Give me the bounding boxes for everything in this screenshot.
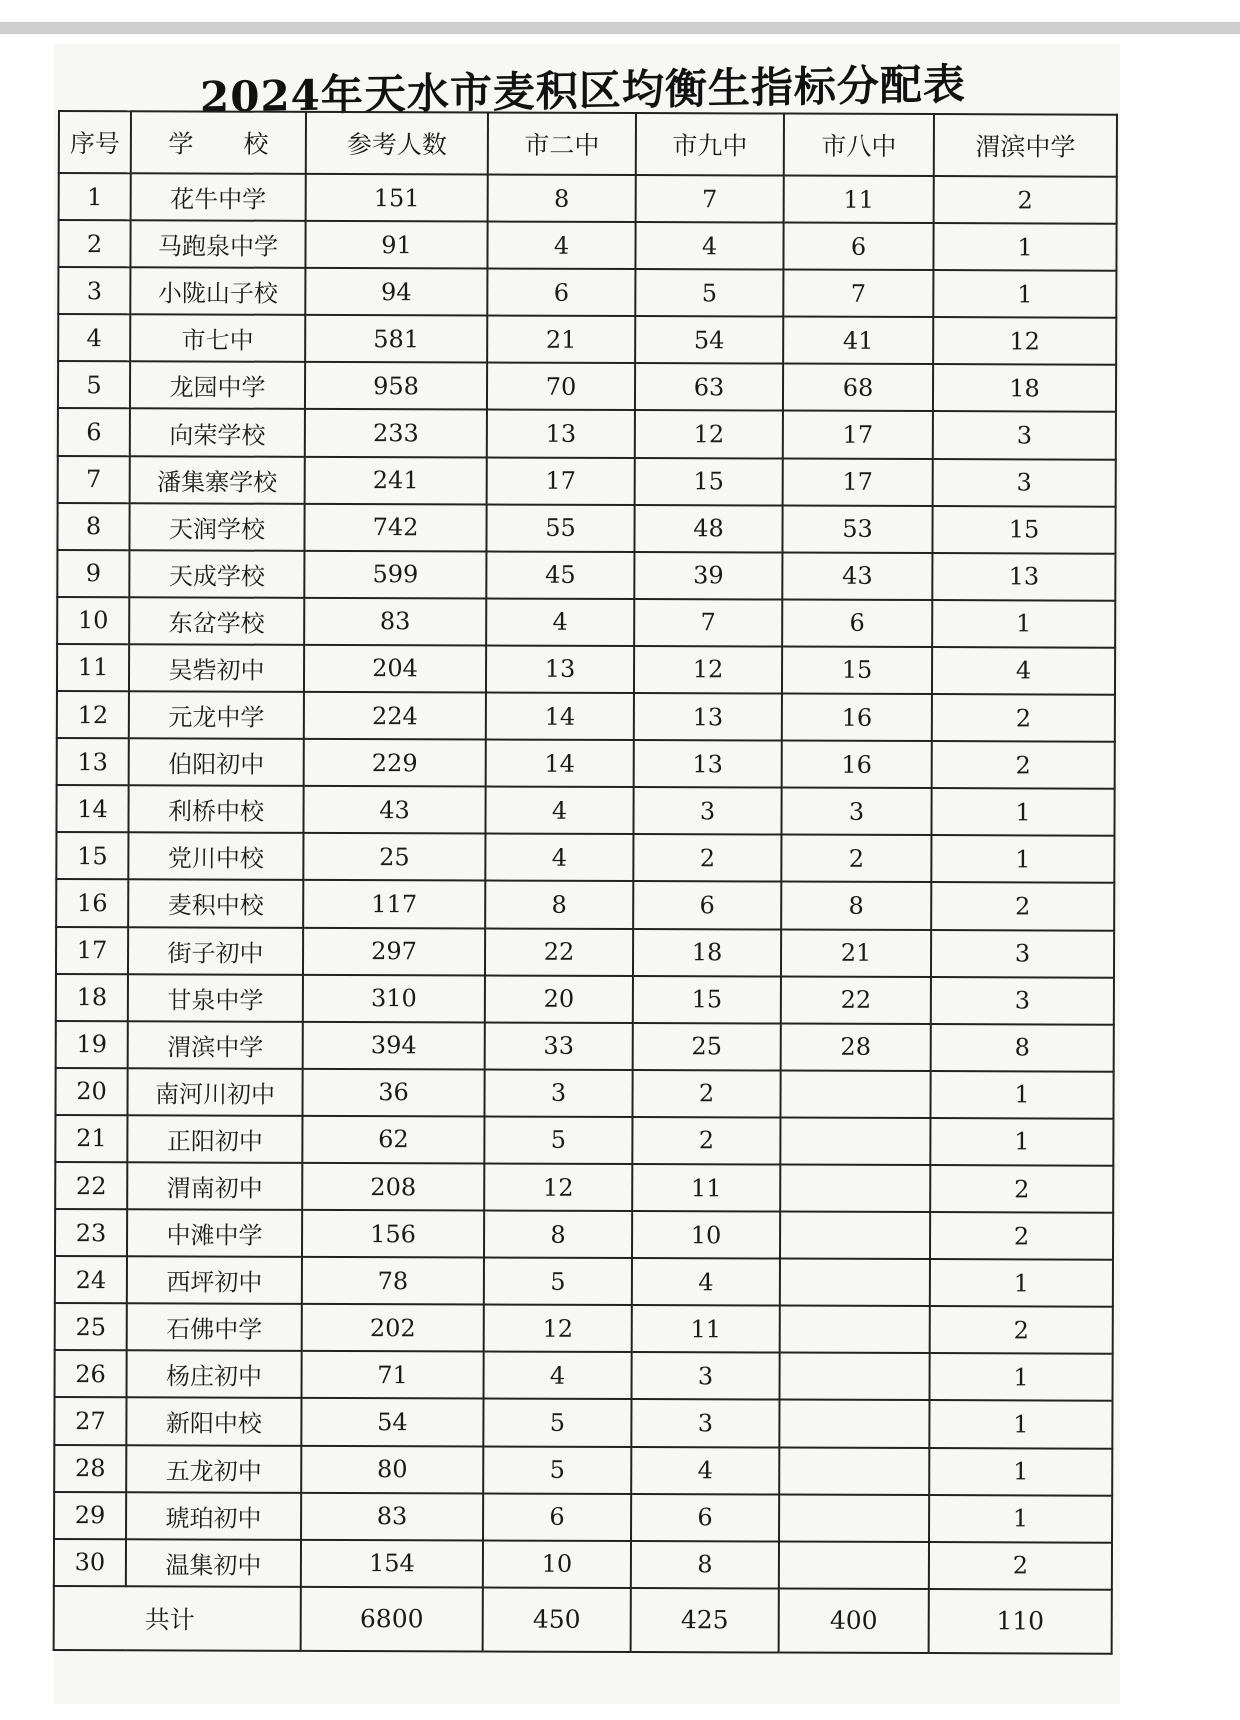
cell-count: 83 bbox=[301, 1492, 483, 1540]
cell-school: 杨庄初中 bbox=[127, 1351, 302, 1399]
cell-shi-ba-zhong: 43 bbox=[782, 552, 932, 600]
cell-shi-er-zhong: 8 bbox=[485, 881, 633, 929]
table-row bbox=[56, 832, 1114, 883]
cell-shi-er-zhong: 20 bbox=[485, 975, 633, 1023]
cell-shi-ba-zhong bbox=[780, 1353, 930, 1401]
cell-shi-er-zhong: 3 bbox=[484, 1069, 632, 1117]
cell-shi-jiu-zhong: 25 bbox=[633, 1023, 781, 1071]
table-body bbox=[54, 173, 1117, 1589]
cell-shi-ba-zhong: 41 bbox=[783, 317, 933, 365]
document-title: 2024年天水市麦积区均衡生指标分配表 bbox=[200, 59, 966, 122]
cell-shi-jiu-zhong: 6 bbox=[631, 1494, 779, 1542]
cell-no: 7 bbox=[58, 456, 130, 503]
cell-school: 潘集寨学校 bbox=[130, 456, 305, 504]
cell-no: 4 bbox=[58, 314, 130, 361]
cell-shi-ba-zhong: 28 bbox=[781, 1023, 931, 1071]
cell-shi-er-zhong: 5 bbox=[484, 1258, 632, 1306]
cell-shi-er-zhong: 14 bbox=[486, 740, 634, 788]
cell-count: 208 bbox=[302, 1163, 484, 1211]
cell-weibin-zhongxue: 2 bbox=[932, 741, 1115, 789]
table-row bbox=[56, 879, 1114, 930]
table-row bbox=[55, 1209, 1113, 1260]
table-row bbox=[55, 1256, 1113, 1307]
cell-shi-er-zhong: 5 bbox=[483, 1446, 631, 1494]
cell-weibin-zhongxue: 2 bbox=[930, 1165, 1113, 1213]
cell-shi-ba-zhong: 21 bbox=[781, 929, 931, 977]
table-row bbox=[54, 1445, 1112, 1496]
cell-count: 36 bbox=[302, 1069, 484, 1117]
table-row bbox=[58, 220, 1116, 271]
cell-no: 25 bbox=[55, 1303, 127, 1350]
cell-count: 62 bbox=[302, 1116, 484, 1164]
table-row bbox=[56, 974, 1114, 1025]
cell-count: 229 bbox=[304, 739, 486, 787]
table-row bbox=[58, 267, 1116, 318]
table-row bbox=[57, 738, 1115, 789]
cell-shi-jiu-zhong: 13 bbox=[634, 740, 782, 788]
cell-count: 80 bbox=[301, 1445, 483, 1493]
cell-shi-jiu-zhong: 54 bbox=[635, 316, 783, 364]
cell-school: 新阳中校 bbox=[126, 1398, 301, 1446]
cell-no: 6 bbox=[58, 408, 130, 455]
cell-shi-ba-zhong: 6 bbox=[782, 599, 932, 647]
cell-shi-ba-zhong bbox=[779, 1541, 929, 1589]
cell-school: 渭滨中学 bbox=[128, 1021, 303, 1069]
cell-shi-er-zhong: 70 bbox=[487, 363, 635, 411]
table-row bbox=[55, 1303, 1113, 1354]
cell-shi-ba-zhong: 8 bbox=[781, 882, 931, 930]
cell-school: 琥珀初中 bbox=[126, 1492, 301, 1540]
cell-school: 渭南初中 bbox=[127, 1162, 302, 1210]
cell-shi-ba-zhong: 2 bbox=[781, 835, 931, 883]
cell-no: 18 bbox=[56, 974, 128, 1021]
cell-weibin-zhongxue: 1 bbox=[931, 788, 1114, 836]
cell-school: 中滩中学 bbox=[127, 1209, 302, 1257]
cell-no: 30 bbox=[54, 1539, 126, 1586]
cell-weibin-zhongxue: 1 bbox=[933, 270, 1116, 318]
cell-shi-ba-zhong: 22 bbox=[781, 976, 931, 1024]
cell-school: 东岔学校 bbox=[129, 597, 304, 645]
cell-shi-jiu-zhong: 6 bbox=[633, 881, 781, 929]
cell-shi-er-zhong: 4 bbox=[486, 598, 634, 646]
cell-school: 龙园中学 bbox=[130, 362, 305, 410]
header-cell-shi-jiu-zhong: 市九中 bbox=[636, 113, 784, 176]
cell-shi-ba-zhong bbox=[780, 1306, 930, 1354]
cell-count: 117 bbox=[303, 880, 485, 928]
total-label: 共计 bbox=[144, 1605, 195, 1635]
cell-no: 14 bbox=[56, 785, 128, 832]
cell-count: 71 bbox=[302, 1351, 484, 1399]
cell-shi-jiu-zhong: 8 bbox=[631, 1541, 779, 1589]
cell-shi-ba-zhong bbox=[780, 1070, 930, 1118]
cell-count: 297 bbox=[303, 927, 485, 975]
table-row bbox=[57, 597, 1115, 648]
cell-school: 正阳初中 bbox=[127, 1115, 302, 1163]
cell-no: 13 bbox=[57, 738, 129, 785]
cell-weibin-zhongxue: 3 bbox=[931, 977, 1114, 1025]
cell-count: 394 bbox=[303, 1022, 485, 1070]
cell-shi-ba-zhong bbox=[779, 1447, 929, 1495]
header-row bbox=[59, 111, 1117, 177]
cell-shi-er-zhong: 5 bbox=[484, 1116, 632, 1164]
cell-school: 温集初中 bbox=[126, 1539, 301, 1587]
cell-weibin-zhongxue: 2 bbox=[931, 882, 1114, 930]
header-cell-no: 序号 bbox=[59, 111, 131, 173]
cell-shi-jiu-zhong: 13 bbox=[634, 693, 782, 741]
cell-weibin-zhongxue: 12 bbox=[933, 317, 1116, 365]
cell-shi-ba-zhong: 17 bbox=[783, 458, 933, 506]
cell-count: 202 bbox=[302, 1304, 484, 1352]
cell-no: 8 bbox=[57, 503, 129, 550]
header-cell-count: 参考人数 bbox=[306, 112, 488, 175]
cell-weibin-zhongxue: 1 bbox=[929, 1448, 1112, 1496]
cell-count: 43 bbox=[303, 786, 485, 834]
table-row bbox=[56, 1021, 1114, 1072]
cell-shi-ba-zhong bbox=[780, 1117, 930, 1165]
cell-weibin-zhongxue: 1 bbox=[933, 223, 1116, 271]
cell-shi-ba-zhong: 16 bbox=[782, 694, 932, 742]
table-row bbox=[57, 691, 1115, 742]
table-row bbox=[59, 173, 1117, 224]
table-row bbox=[57, 550, 1115, 601]
cell-shi-ba-zhong: 68 bbox=[783, 364, 933, 412]
cell-count: 91 bbox=[305, 221, 487, 269]
table-row bbox=[57, 503, 1115, 554]
cell-count: 233 bbox=[305, 409, 487, 457]
header-cell-shi-ba-zhong: 市八中 bbox=[784, 114, 934, 177]
cell-no: 2 bbox=[58, 220, 130, 267]
cell-no: 26 bbox=[55, 1350, 127, 1397]
cell-shi-er-zhong: 22 bbox=[485, 928, 633, 976]
cell-weibin-zhongxue: 1 bbox=[930, 1353, 1113, 1401]
cell-shi-jiu-zhong: 10 bbox=[632, 1211, 780, 1259]
cell-shi-jiu-zhong: 2 bbox=[632, 1070, 780, 1118]
cell-shi-er-zhong: 5 bbox=[483, 1399, 631, 1447]
cell-count: 742 bbox=[304, 504, 486, 552]
cell-school: 南河川初中 bbox=[127, 1068, 302, 1116]
cell-count: 958 bbox=[305, 362, 487, 410]
cell-weibin-zhongxue: 1 bbox=[931, 835, 1114, 883]
cell-no: 9 bbox=[57, 550, 129, 597]
table-row bbox=[54, 1539, 1112, 1590]
cell-count: 78 bbox=[302, 1257, 484, 1305]
cell-count: 224 bbox=[304, 692, 486, 740]
cell-no: 24 bbox=[55, 1256, 127, 1303]
cell-count: 94 bbox=[305, 268, 487, 316]
cell-weibin-zhongxue: 8 bbox=[931, 1024, 1114, 1072]
cell-shi-ba-zhong: 15 bbox=[782, 646, 932, 694]
cell-shi-er-zhong: 21 bbox=[487, 316, 635, 364]
cell-weibin-zhongxue: 1 bbox=[930, 1259, 1113, 1307]
cell-shi-er-zhong: 6 bbox=[487, 269, 635, 317]
cell-count: 83 bbox=[304, 598, 486, 646]
allocation-table bbox=[53, 110, 1118, 1655]
total-shi-jiu-zhong: 425 bbox=[631, 1588, 779, 1653]
cell-school: 天成学校 bbox=[129, 550, 304, 598]
cell-weibin-zhongxue: 1 bbox=[932, 600, 1115, 648]
total-shi-ba-zhong: 400 bbox=[779, 1588, 929, 1653]
cell-weibin-zhongxue: 4 bbox=[932, 647, 1115, 695]
total-count: 6800 bbox=[301, 1587, 483, 1652]
cell-weibin-zhongxue: 1 bbox=[929, 1495, 1112, 1543]
cell-shi-er-zhong: 13 bbox=[487, 410, 635, 458]
table-row bbox=[54, 1492, 1112, 1543]
cell-shi-jiu-zhong: 18 bbox=[633, 929, 781, 977]
cell-weibin-zhongxue: 2 bbox=[930, 1306, 1113, 1354]
cell-shi-ba-zhong bbox=[780, 1259, 930, 1307]
cell-shi-ba-zhong bbox=[779, 1494, 929, 1542]
cell-shi-ba-zhong: 3 bbox=[781, 788, 931, 836]
cell-shi-er-zhong: 8 bbox=[488, 175, 636, 223]
cell-weibin-zhongxue: 2 bbox=[930, 1212, 1113, 1260]
cell-no: 16 bbox=[56, 879, 128, 926]
cell-shi-ba-zhong: 53 bbox=[782, 505, 932, 553]
table-row bbox=[56, 785, 1114, 836]
cell-count: 581 bbox=[305, 315, 487, 363]
cell-no: 23 bbox=[55, 1209, 127, 1256]
cell-school: 马跑泉中学 bbox=[130, 220, 305, 268]
cell-shi-ba-zhong: 6 bbox=[783, 223, 933, 271]
cell-shi-jiu-zhong: 4 bbox=[632, 1258, 780, 1306]
table-row bbox=[54, 1397, 1112, 1448]
cell-school: 元龙中学 bbox=[129, 691, 304, 739]
cell-school: 甘泉中学 bbox=[128, 974, 303, 1022]
cell-shi-er-zhong: 12 bbox=[484, 1305, 632, 1353]
table-row bbox=[57, 644, 1115, 695]
cell-no: 27 bbox=[54, 1397, 126, 1444]
table-row bbox=[58, 361, 1116, 412]
table-row bbox=[58, 408, 1116, 459]
cell-count: 151 bbox=[306, 174, 488, 222]
cell-shi-er-zhong: 4 bbox=[484, 1352, 632, 1400]
cell-shi-er-zhong: 17 bbox=[487, 457, 635, 505]
cell-no: 12 bbox=[57, 691, 129, 738]
cell-weibin-zhongxue: 18 bbox=[933, 364, 1116, 412]
cell-weibin-zhongxue: 1 bbox=[930, 1118, 1113, 1166]
table-row bbox=[55, 1068, 1113, 1119]
table-row bbox=[56, 926, 1114, 977]
cell-no: 19 bbox=[56, 1021, 128, 1068]
table-row bbox=[55, 1162, 1113, 1213]
cell-school: 向荣学校 bbox=[130, 409, 305, 457]
top-band bbox=[0, 22, 1240, 34]
cell-weibin-zhongxue: 2 bbox=[934, 176, 1117, 224]
cell-weibin-zhongxue: 2 bbox=[929, 1542, 1112, 1590]
cell-school: 石佛中学 bbox=[127, 1303, 302, 1351]
cell-no: 20 bbox=[55, 1068, 127, 1115]
cell-school: 市七中 bbox=[130, 315, 305, 363]
cell-weibin-zhongxue: 2 bbox=[932, 694, 1115, 742]
cell-no: 28 bbox=[54, 1445, 126, 1492]
cell-school: 花牛中学 bbox=[131, 173, 306, 221]
cell-no: 21 bbox=[55, 1115, 127, 1162]
cell-count: 204 bbox=[304, 645, 486, 693]
cell-no: 10 bbox=[57, 597, 129, 644]
cell-school: 五龙初中 bbox=[126, 1445, 301, 1493]
cell-shi-er-zhong: 4 bbox=[487, 222, 635, 270]
cell-shi-er-zhong: 10 bbox=[483, 1540, 631, 1588]
cell-weibin-zhongxue: 13 bbox=[932, 553, 1115, 601]
cell-no: 15 bbox=[56, 832, 128, 879]
table-row bbox=[55, 1115, 1113, 1166]
cell-shi-jiu-zhong: 7 bbox=[636, 175, 784, 223]
cell-shi-jiu-zhong: 39 bbox=[634, 552, 782, 600]
cell-weibin-zhongxue: 3 bbox=[933, 412, 1116, 460]
cell-shi-jiu-zhong: 5 bbox=[635, 269, 783, 317]
cell-weibin-zhongxue: 3 bbox=[933, 459, 1116, 507]
cell-shi-jiu-zhong: 12 bbox=[634, 646, 782, 694]
cell-shi-ba-zhong bbox=[780, 1212, 930, 1260]
total-shi-er-zhong: 450 bbox=[483, 1587, 631, 1652]
cell-shi-er-zhong: 8 bbox=[484, 1211, 632, 1259]
cell-weibin-zhongxue: 15 bbox=[932, 506, 1115, 554]
cell-shi-jiu-zhong: 11 bbox=[632, 1305, 780, 1353]
cell-shi-er-zhong: 33 bbox=[485, 1022, 633, 1070]
total-weibin-zhongxue: 110 bbox=[929, 1589, 1112, 1654]
cell-shi-ba-zhong bbox=[780, 1164, 930, 1212]
cell-shi-jiu-zhong: 4 bbox=[631, 1447, 779, 1495]
cell-no: 11 bbox=[57, 644, 129, 691]
cell-no: 17 bbox=[56, 926, 128, 973]
cell-no: 5 bbox=[58, 361, 130, 408]
cell-school: 伯阳初中 bbox=[129, 738, 304, 786]
cell-shi-jiu-zhong: 3 bbox=[631, 1399, 779, 1447]
cell-shi-jiu-zhong: 11 bbox=[632, 1164, 780, 1212]
cell-school: 街子初中 bbox=[128, 927, 303, 975]
cell-school: 党川中校 bbox=[128, 833, 303, 881]
cell-no: 1 bbox=[59, 173, 131, 220]
cell-weibin-zhongxue: 1 bbox=[929, 1400, 1112, 1448]
cell-shi-er-zhong: 45 bbox=[486, 551, 634, 599]
cell-shi-ba-zhong: 17 bbox=[783, 411, 933, 459]
cell-no: 22 bbox=[55, 1162, 127, 1209]
cell-count: 54 bbox=[301, 1398, 483, 1446]
total-row bbox=[54, 1586, 1112, 1654]
cell-school: 天润学校 bbox=[129, 503, 304, 551]
cell-school: 吴砦初中 bbox=[129, 644, 304, 692]
cell-no: 29 bbox=[54, 1492, 126, 1539]
cell-shi-er-zhong: 14 bbox=[486, 693, 634, 741]
cell-shi-er-zhong: 55 bbox=[486, 504, 634, 552]
cell-shi-jiu-zhong: 48 bbox=[634, 505, 782, 553]
cell-count: 156 bbox=[302, 1210, 484, 1258]
cell-no: 3 bbox=[58, 267, 130, 314]
cell-count: 241 bbox=[305, 456, 487, 504]
cell-shi-jiu-zhong: 3 bbox=[632, 1352, 780, 1400]
cell-count: 599 bbox=[304, 551, 486, 599]
cell-shi-jiu-zhong: 3 bbox=[633, 787, 781, 835]
cell-count: 154 bbox=[301, 1540, 483, 1588]
cell-shi-ba-zhong bbox=[779, 1400, 929, 1448]
cell-shi-jiu-zhong: 15 bbox=[633, 976, 781, 1024]
allocation-table-wrapper bbox=[53, 110, 1118, 1655]
cell-shi-jiu-zhong: 15 bbox=[635, 458, 783, 506]
cell-school: 麦积中校 bbox=[128, 880, 303, 928]
cell-school: 小陇山子校 bbox=[130, 267, 305, 315]
cell-shi-ba-zhong: 16 bbox=[782, 741, 932, 789]
cell-school: 西坪初中 bbox=[127, 1256, 302, 1304]
cell-shi-jiu-zhong: 12 bbox=[635, 410, 783, 458]
cell-shi-er-zhong: 4 bbox=[485, 834, 633, 882]
header-cell-school: 学 校 bbox=[131, 111, 306, 174]
table-row bbox=[55, 1350, 1113, 1401]
cell-shi-er-zhong: 13 bbox=[486, 645, 634, 693]
header-cell-shi-er-zhong: 市二中 bbox=[488, 113, 636, 176]
total-label-cell bbox=[54, 1586, 301, 1651]
cell-shi-jiu-zhong: 7 bbox=[634, 599, 782, 647]
cell-weibin-zhongxue: 3 bbox=[931, 930, 1114, 978]
cell-shi-er-zhong: 4 bbox=[485, 787, 633, 835]
cell-shi-er-zhong: 6 bbox=[483, 1493, 631, 1541]
cell-shi-jiu-zhong: 63 bbox=[635, 363, 783, 411]
cell-shi-ba-zhong: 7 bbox=[783, 270, 933, 318]
table-row bbox=[58, 456, 1116, 507]
cell-shi-jiu-zhong: 4 bbox=[635, 222, 783, 270]
cell-shi-ba-zhong: 11 bbox=[784, 176, 934, 224]
cell-school: 利桥中校 bbox=[128, 785, 303, 833]
cell-count: 310 bbox=[303, 974, 485, 1022]
cell-weibin-zhongxue: 1 bbox=[930, 1071, 1113, 1119]
cell-shi-jiu-zhong: 2 bbox=[633, 834, 781, 882]
cell-count: 25 bbox=[303, 833, 485, 881]
table-row bbox=[58, 314, 1116, 365]
cell-shi-jiu-zhong: 2 bbox=[632, 1117, 780, 1165]
header-cell-weibin-zhongxue: 渭滨中学 bbox=[934, 114, 1117, 177]
cell-shi-er-zhong: 12 bbox=[484, 1163, 632, 1211]
